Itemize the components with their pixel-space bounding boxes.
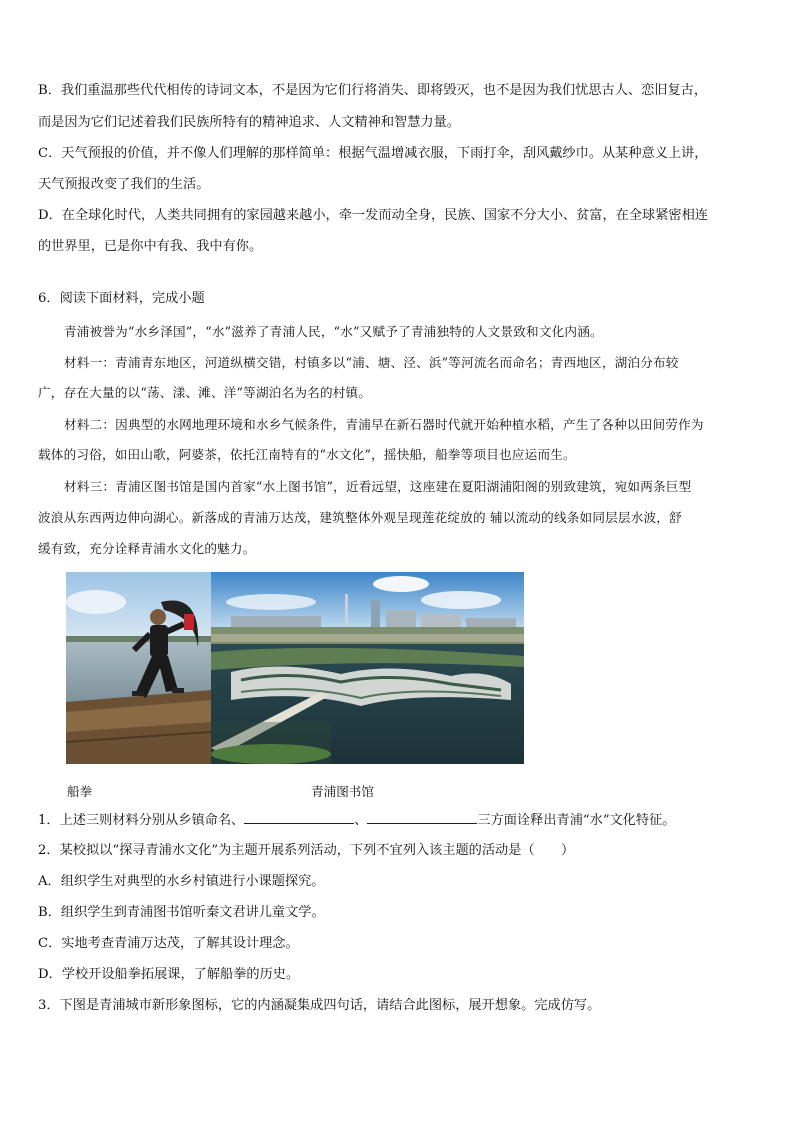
option-b-line2: 而是因为它们记述着我们民族所特有的精神追求、人文精神和智慧力量。 xyxy=(38,115,460,130)
caption-library: 青浦图书馆 xyxy=(311,784,374,799)
material-2-line1: 材料二：因典型的水网地理环境和水乡气候条件，青浦早在新石器时代就开始种植水稻，产生了各种以田间劳作为 xyxy=(64,417,704,432)
qingpu-library-photo xyxy=(211,572,524,764)
option-2d: D．学校开设船拳拓展课，了解船拳的历史。 xyxy=(38,967,300,982)
material-3-line2: 波浪从东西两边伸向湖心。新落成的青浦万达茂，建筑整体外观呈现莲花绽放的 辅以流动的线条如同层层水波，舒 xyxy=(38,510,682,525)
material-1-line2: 广，存在大量的以“荡、漾、滩、洋”等湖泊名为名的村镇。 xyxy=(38,385,372,400)
material-2-line2: 载体的习俗，如田山歌，阿婆茶，依托江南特有的“水文化”，摇快船，船拳等项目也应运而生。 xyxy=(38,447,576,462)
option-b-line1: B．我们重温那些代代相传的诗词文本，不是因为它们行将消失、即将毁灭，也不是因为我们忧思古人、恋旧复古， xyxy=(38,83,708,98)
boat-boxing-photo xyxy=(66,572,211,764)
option-2c: C．实地考查青浦万达茂，了解其设计理念。 xyxy=(38,936,299,951)
option-2b: B．组织学生到青浦图书馆听秦文君讲儿童文学。 xyxy=(38,905,325,920)
option-2a: A．组织学生对典型的水乡村镇进行小课题探究。 xyxy=(38,874,325,889)
material-3-line1: 材料三：青浦区图书馆是国内首家“水上图书馆”，近看远望，这座建在夏阳湖浦阳阁的别致建筑，宛如两条巨型 xyxy=(64,479,692,494)
sub-question-3: 3．下图是青浦城市新形象图标，它的内涵凝集成四句话，请结合此图标，展开想象。完成仿写。 xyxy=(38,998,601,1013)
sub-question-2: 2．某校拟以“探寻青浦水文化”为主题开展系列活动，下列不宜列入该主题的活动是（ ） xyxy=(38,843,575,858)
question-6-title: 6．阅读下面材料，完成小题 xyxy=(38,291,205,306)
option-d-line1: D．在全球化时代，人类共同拥有的家园越来越小，牵一发而动全身，民族、国家不分大小、贫富，在全球紧密相连 xyxy=(38,208,708,223)
caption-boat-boxing: 船拳 xyxy=(67,784,93,799)
answer-blank-1[interactable] xyxy=(244,812,354,824)
option-c-line1: C．天气预报的价值，并不像人们理解的那样简单：根据气温增减衣服，下雨打伞，刮风戴纱巾。从某种意义上讲， xyxy=(38,146,708,161)
option-c-line2: 天气预报改变了我们的生活。 xyxy=(38,177,210,192)
answer-blank-2[interactable] xyxy=(367,812,477,824)
sub-question-1: 1．上述三则材料分别从乡镇命名、 、 三方面诠释出青浦“水”文化特征。 xyxy=(38,813,676,828)
material-1-line1: 材料一：青浦青东地区，河道纵横交错，村镇多以“浦、塘、泾、浜”等河流名而命名；青西地区，湖泊分布较 xyxy=(64,355,679,370)
material-intro: 青浦被誉为“水乡泽国”，“水”滋养了青浦人民，“水”又赋予了青浦独特的人文景致和文化内涵。 xyxy=(64,324,603,339)
option-d-line2: 的世界里，已是你中有我、我中有你。 xyxy=(38,239,263,254)
material-3-line3: 缓有致，充分诠释青浦水文化的魅力。 xyxy=(38,541,256,556)
